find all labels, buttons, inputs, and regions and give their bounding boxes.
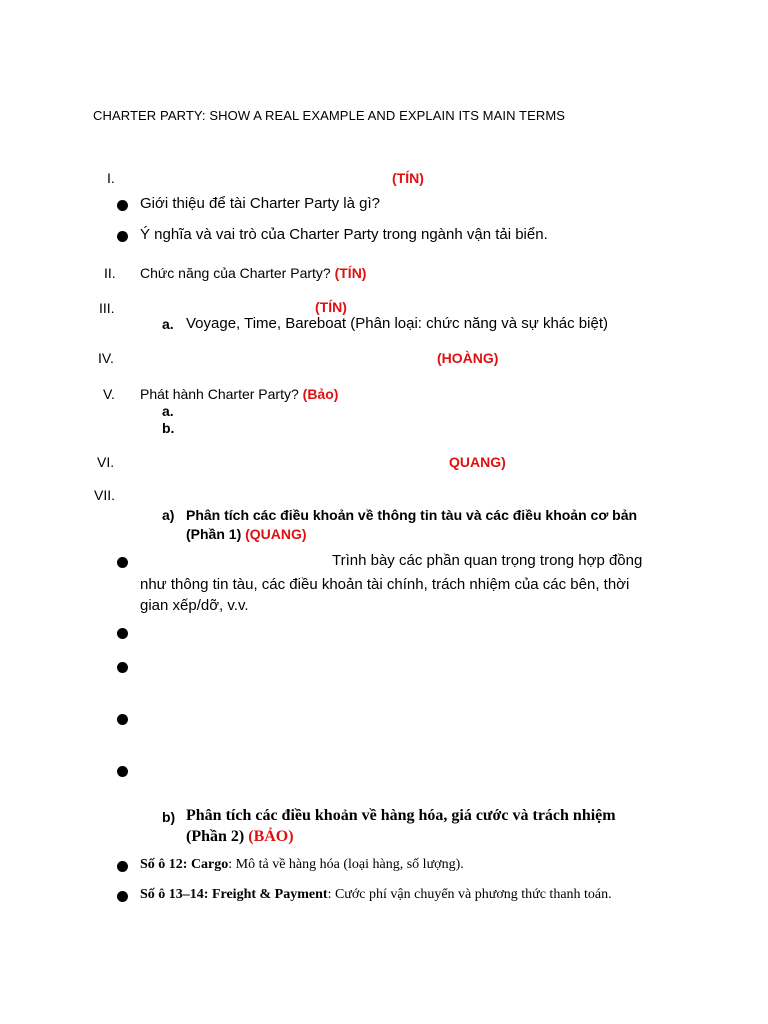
bullet-icon	[117, 861, 128, 872]
section-4-number: IV.	[98, 350, 114, 366]
section-7a-letter: a)	[162, 507, 175, 523]
bullet-icon	[117, 766, 128, 777]
section-7a-tag: (QUANG)	[245, 526, 307, 542]
bullet-icon	[117, 628, 128, 639]
section-7a-line-2: (Phần 1) (QUANG)	[186, 526, 307, 542]
section-2-number: II.	[104, 265, 116, 281]
section-5-sub-a: a.	[162, 403, 174, 419]
section-7a-line-1: Phân tích các điều khoản về thông tin tàu và các điều khoản cơ bản	[186, 507, 638, 523]
section-5-number: V.	[103, 386, 115, 402]
bullet-icon	[117, 557, 128, 568]
section-7b-line-1: Phân tích các điều khoản về hàng hóa, giá cước và trách nhiệm	[186, 807, 616, 824]
section-7b-letter: b)	[162, 809, 176, 825]
section-5-sub-b: b.	[162, 420, 175, 436]
section-7a-bullet-line-3: gian xếp/dỡ, v.v.	[140, 597, 249, 614]
section-7a-bullet-line-2: như thông tin tàu, các điều khoản tài chính, trách nhiệm của các bên, thời	[140, 576, 630, 593]
section-3-sub-text: Voyage, Time, Bareboat (Phân loại: chức năng và sự khác biệt)	[186, 315, 608, 332]
section-6-number: VI.	[97, 454, 115, 470]
section-3-sub-letter: a.	[162, 316, 174, 332]
section-5-text: Phát hành Charter Party? (Bảo)	[140, 386, 339, 402]
bullet-icon	[117, 714, 128, 725]
section-1-number: I.	[107, 170, 115, 186]
section-7b-bullet-2: Số ô 13–14: Freight & Payment: Cước phí vận chuyển và phương thức thanh toán.	[140, 887, 612, 902]
section-3-tag: (TÍN)	[315, 299, 347, 315]
bullet-icon	[117, 231, 128, 242]
section-1-tag: (TÍN)	[392, 170, 424, 186]
section-5-tag: (Bảo)	[302, 386, 339, 402]
section-1-bullet-2: Ý nghĩa và vai trò của Charter Party trong ngành vận tải biển.	[140, 226, 548, 243]
document-title: CHARTER PARTY: SHOW A REAL EXAMPLE AND EXPLAIN ITS MAIN TERMS	[93, 108, 566, 123]
section-7a-bullet-line-1: Trình bày các phần quan trọng trong hợp đồng	[332, 552, 643, 569]
section-7b-line-2: (Phần 2) (BẢO)	[186, 828, 294, 845]
section-4-tag: (HOÀNG)	[437, 350, 499, 366]
section-2-tag: (TÍN)	[334, 265, 367, 281]
section-6-tag: QUANG)	[449, 454, 506, 470]
section-1-bullet-1: Giới thiệu để tài Charter Party là gì?	[140, 195, 380, 212]
bullet-icon	[117, 891, 128, 902]
section-7b-bullet-1: Số ô 12: Cargo: Mô tả về hàng hóa (loại hàng, số lượng).	[140, 857, 464, 872]
section-3-number: III.	[99, 300, 115, 316]
bullet-icon	[117, 200, 128, 211]
section-7b-tag: (BẢO)	[248, 828, 294, 845]
section-2-text: Chức năng của Charter Party? (TÍN)	[140, 265, 367, 281]
bullet-icon	[117, 662, 128, 673]
section-7-number: VII.	[94, 487, 116, 503]
